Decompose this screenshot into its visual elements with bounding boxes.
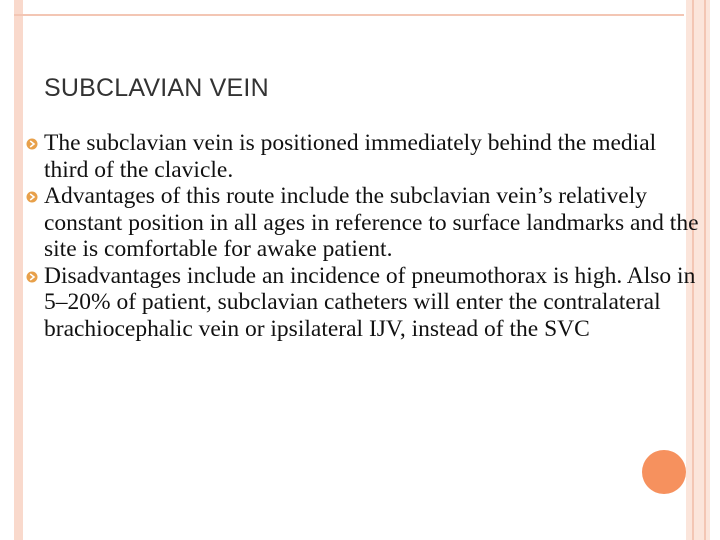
bullet-item [24, 183, 700, 263]
circle-chevron-icon [26, 138, 38, 150]
bullet-text: Advantages of this route include the subclavian vein’s relatively constant position in all ages in reference to surface landmarks and the site is comfortable for awake patient. [44, 183, 699, 262]
bullet-item [24, 263, 700, 343]
decorative-circle [642, 450, 686, 494]
circle-chevron-icon [26, 271, 38, 283]
right-frame-line [704, 0, 706, 540]
bullet-text: Disadvantages include an incidence of pneumothorax is high. Also in 5–20% of patient, subclavian catheters will enter the contralateral brachiocephalic vein or ipsilateral IJV, instead of the SVC [44, 262, 696, 342]
bullet-text: The subclavian vein is positioned immediately behind the medial third of the clavicle. [44, 130, 657, 183]
left-frame-band [14, 0, 23, 540]
top-frame-line [14, 14, 684, 16]
bullet-list [24, 130, 700, 342]
circle-chevron-icon [26, 191, 38, 203]
slide-title: SUBCLAVIAN VEIN [44, 74, 269, 102]
bullet-item [24, 130, 700, 183]
